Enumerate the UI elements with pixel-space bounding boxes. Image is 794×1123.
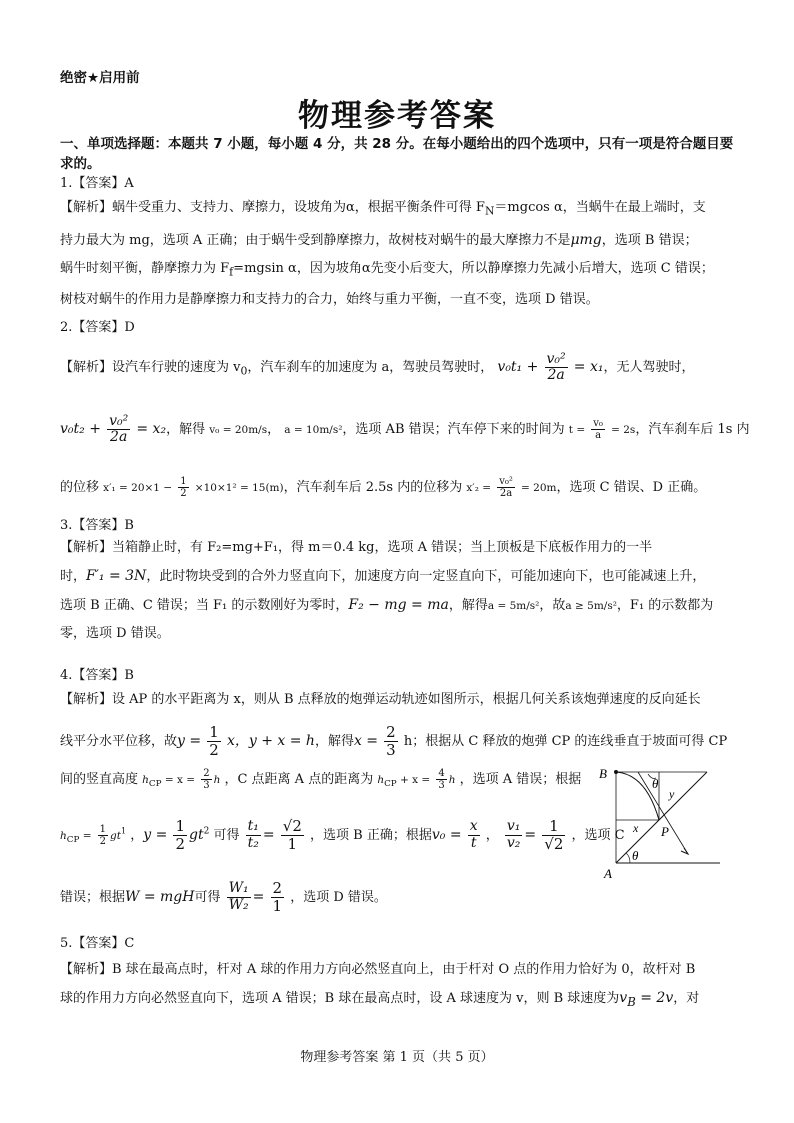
page-title: 物理参考答案 (298, 98, 496, 134)
q5-line-1: 【解析】B 球在最高点时，杆对 A 球的作用力方向必然竖直向上，由于杆对 O 点的作用力恰好为 0，故杆对 B (60, 962, 696, 977)
q4-answer: 4.【答案】B (60, 668, 134, 683)
point-b (614, 770, 618, 774)
q5-analysis (60, 956, 742, 1016)
q3-line-1: 【解析】当箱静止时，有 F₂=mg+F₁，得 m＝0.4 kg，选项 A 错误；当上顶板是下底板作用力的一半 (60, 540, 653, 555)
q1-line-4: 树枝对蜗牛的作用力是静摩擦力和支持力的合力，始终与重力平衡，一直不变，选项 D 错误。 (60, 292, 599, 308)
q2-analysis-line-1: 【解析】设汽车行驶的速度为 $v_0$，汽车刹车的加速度为 a，驾驶员驾驶时， v₀t₁ + $\frac{\text{v₀²}}{2a}$ = x₁，无人驾驶时， (60, 351, 695, 384)
q1-line-1: 【解析】蜗牛受重力、支持力、摩擦力，设坡角为α，根据平衡条件可得 $F_N=mgcos$ α，当蜗牛在最上端时，支 (60, 200, 706, 218)
angle-arc-bottom (626, 853, 630, 863)
velocity-extension (638, 772, 688, 854)
q2-answer: 2.【答案】D (60, 320, 135, 335)
fraction-v1-v2: $\frac{\text{v₁}}{\text{v₂}}$ (506, 818, 521, 851)
q3-analysis (60, 534, 742, 648)
label-a: A (604, 866, 612, 880)
fraction-one-half: $\frac{1}{2}$ (180, 476, 187, 499)
q3-line-2: 时，F′₁ = 3N，此时物块受到的合外力竖直向下，加速度方向一定竖直向下，可能加速向下，也可能减速上升， (60, 568, 706, 584)
fraction-2-3: $\frac{2}{3}$ (386, 723, 396, 759)
fraction-v0sq-2a-3: $\frac{\text{v₀²}}{2a}$ (499, 476, 513, 499)
projectile-diagram (596, 760, 724, 880)
fraction-v0sq-2a: $\frac{\text{v₀²}}{2a}$ (546, 351, 566, 384)
q4-line-2: 线平分水平位移，故y = $\frac{1}{2}$ x，y + x = h，解得x = $\frac{2}{3}$ h；根据从 C 释放的炮弹 CP 的连线垂直于坡面可得 CP (60, 723, 728, 759)
fraction-1-2: $\frac{1}{2}$ (209, 723, 219, 759)
fraction-2-1: $\frac{2}{1}$ (272, 879, 283, 915)
fraction-v0sq-2a-2: $\frac{\text{v₀²}}{2a}$ (109, 413, 129, 446)
page-footer: 物理参考答案 第 1 页（共 5 页） (300, 1050, 494, 1065)
label-y: y (669, 787, 675, 801)
q3-line-4: 零，选项 D 错误。 (60, 626, 170, 641)
label-theta-bottom: θ (632, 848, 639, 863)
q5-line-2: 球的作用力方向必然竖直向下，选项 A 错误；B 球在最高点时，设 A 球速度为 v，则 B 球速度为$v_B = 2v$，对 (60, 990, 700, 1009)
q1-line-2: 持力最大为 mg，选项 A 正确；由于蜗牛受到静摩擦力，故树枝对蜗牛的最大摩擦力不是μmg，选项 B 错误； (60, 231, 698, 248)
confidential-label: 绝密★启用前 (60, 70, 140, 86)
fraction-1-sqrt2: $\frac{1}{√2}$ (544, 817, 564, 853)
q2-analysis-line-3: 的位移 x′₁ = 20×1 − $\frac{1}{2}$ ×10×1² = 15(m)，汽车刹车后 2.5s 内的位移为 x′₂ = $\frac{\text{v₀²}}{2a}$ = 20m，选项 C 错误、D 正确。 (60, 476, 707, 499)
q3-line-3: 选项 B 正确、C 错误；当 F₁ 的示数刚好为零时，F₂ − mg = ma，解得a = 5m/s²，故a ≥ 5m/s²，F₁ 的示数都为 (60, 597, 714, 613)
fraction-v0-a: $\frac{\text{v₀}}{a}$ (593, 418, 603, 442)
q4-line-1: 【解析】设 AP 的水平距离为 x，则从 B 点释放的炮弹运动轨迹如图所示，根据几何关系该炮弹速度的反向延长 (60, 692, 701, 707)
fraction-half-big: $\frac{1}{2}$ (175, 817, 186, 853)
q5-answer: 5.【答案】C (60, 936, 135, 951)
fraction-w1-w2: $\frac{\text{W₁}}{\text{W₂}}$ (228, 880, 249, 913)
q1-line-3: 蜗牛时刻平衡，静摩擦力为 $F_f=mgsin$ α，因为坡角α先变小后变大，所以静摩擦力先减小后增大，选项 C 错误； (60, 260, 714, 279)
label-p: P (661, 824, 669, 839)
q1-analysis (60, 194, 742, 314)
slope-line (616, 772, 707, 863)
q4-line-4: $h_{CP}$ = $\frac{1}{2}$ $gt^1$ ，y = $\frac{1}{2}$ $gt^2$ 可得 $\frac{\text{t₁}}{\text{t₂}}$ = $\frac{√2}{1}$ ，选项 B 正确；根据v₀ = $\frac{x}{t}$ ， $\frac{\text{v₁}}{\text{v₂}}$ = $\frac{1}{√2}$ ，选项 C (60, 817, 625, 853)
label-theta-top: θ (652, 776, 659, 791)
fraction-sqrt2-1: $\frac{√2}{1}$ (282, 817, 302, 853)
q3-answer: 3.【答案】B (60, 518, 134, 533)
q4-line-3: 间的竖直高度 $h_{CP} = x$ = $\frac{2}{3}$ h ，C 点距离 A 点的距离为 $h_{CP} + x$ = $\frac{4}{3}$ h ，选项 A 错误；根据 (60, 768, 582, 791)
section-heading: 一、单项选择题：本题共 7 小题，每小题 4 分，共 28 分。在每小题给出的四个选项中，只有一项是符合题目要求的。 (60, 136, 734, 172)
q1-answer: 1.【答案】A (60, 176, 134, 191)
fraction-2-3-small: $\frac{2}{3}$ (203, 768, 210, 791)
fraction-4-3-small: $\frac{4}{3}$ (438, 768, 445, 791)
q2-analysis-line-2: v₀t₂ + $\frac{\text{v₀²}}{2a}$ = x₂，解得 v₀ = 20m/s， a = 10m/s²，选项 AB 错误；汽车停下来的时间为 t = $\frac{\text{v₀}}{a}$ = 2s，汽车刹车后 1s 内 (60, 413, 750, 446)
label-b: B (599, 766, 607, 781)
arrow-head (681, 848, 688, 854)
fraction-half-small: $\frac{1}{2}$ (99, 823, 107, 847)
fraction-x-t: $\frac{x}{t}$ (469, 818, 478, 851)
q4-line-5: 错误；根据W = mgH可得 $\frac{\text{W₁}}{\text{W₂}}$ = $\frac{2}{1}$ ，选项 D 错误。 (60, 879, 387, 915)
fraction-t1-t2: $\frac{\text{t₁}}{\text{t₂}}$ (247, 818, 259, 851)
label-x: x (633, 821, 639, 835)
